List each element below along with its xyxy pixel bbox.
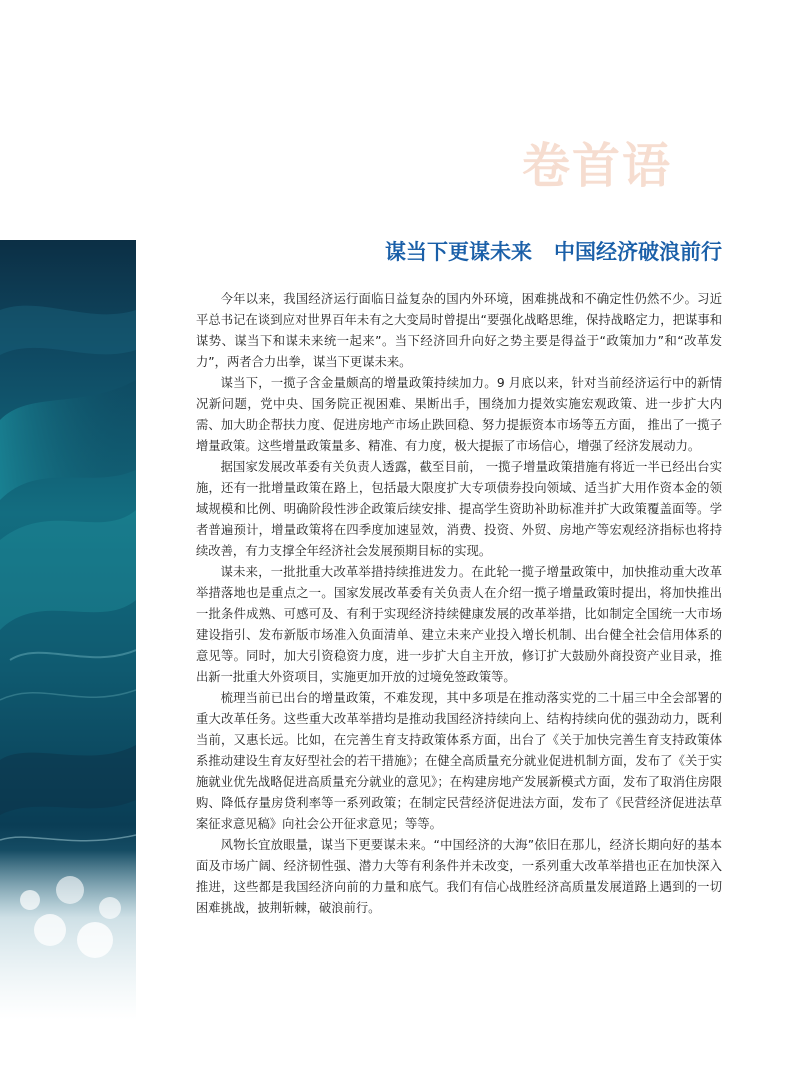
headline-part-1: 谋当下更谋未来 [385,240,532,264]
paragraph: 今年以来，我国经济运行面临日益复杂的国内外环境，困难挑战和不确定性仍然不少。习近平总书记在谈到应对世界百年未有之大变局时曾提出“要强化战略思维，保持战略定力，把谋事和谋势、谋当下和谋未来统一起来”。当下经济回升向好之势主要是得益于“政策加力”和“改革发力”，两者合力出拳，谋当下更谋未来。 [196,292,722,369]
paragraph: 据国家发展改革委有关负责人透露，截至目前， 一揽子增量政策措施有将近一半已经出台实施，还有一批增量政策在路上，包括最大限度扩大专项债券投向领域、适当扩大用作资本金的领域规模和比例、明确阶段性涉企政策后续安排、提高学生资助补助标准并扩大政策覆盖面等。学者普遍预计，增量政策将在四季度加速显效，消费、投资、外贸、房地产等宏观经济指标也将持续改善，有力支撑全年经济社会发展预期目标的实现。 [196,460,722,558]
ocean-wave-photo [0,240,136,1020]
headline [230,236,722,268]
paragraph: 谋未来，一批批重大改革举措持续推进发力。在此轮一揽子增量政策中，加快推动重大改革举措落地也是重点之一。国家发展改革委有关负责人在介绍一揽子增量政策时提出，将加快推出一批条件成熟、可感可及、有利于实现经济持续健康发展的改革举措，比如制定全国统一大市场建设指引、发布新版市场准入负面清单、建立未来产业投入增长机制、出台健全社会信用体系的意见等。同时，加大引资稳资力度，进一步扩大自主开放，修订扩大鼓励外商投资产业目录，推出新一批重大外资项目，实施更加开放的过境免签政策等。 [196,565,722,684]
section-label: 卷首语 [522,138,673,194]
article-body [196,289,722,919]
paragraph: 风物长宜放眼量，谋当下更要谋未来。“中国经济的大海”依旧在那儿，经济长期向好的基本面及市场广阔、经济韧性强、潜力大等有利条件并未改变，一系列重大改革举措也正在加快深入推进，这些都是我国经济向前的力量和底气。我们有信心战胜经济高质量发展道路上遇到的一切困难挑战，披荆斩棘，破浪前行。 [196,838,722,915]
headline-part-2: 中国经济破浪前行 [554,240,722,264]
paragraph: 梳理当前已出台的增量政策，不难发现，其中多项是在推动落实党的二十届三中全会部署的重大改革任务。这些重大改革举措均是推动我国经济持续向上、结构持续向优的强劲动力，既利当前，又惠长远。比如，在完善生育支持政策体系方面，出台了《关于加快完善生育支持政策体系推动建设生育友好型社会的若干措施》；在健全高质量充分就业促进机制方面，发布了《关于实施就业优先战略促进高质量充分就业的意见》；在构建房地产发展新模式方面，发布了取消住房限购、降低存量房贷利率等一系列政策；在制定民营经济促进法方面，发布了《民营经济促进法草案征求意见稿》向社会公开征求意见；等等。 [196,691,722,831]
paragraph: 谋当下，一揽子含金量颇高的增量政策持续加力。9 月底以来，针对当前经济运行中的新情况新问题，党中央、国务院正视困难、果断出手，围绕加力提效实施宏观政策、进一步扩大内需、加大助企帮扶力度、促进房地产市场止跌回稳、努力提振资本市场等五方面， 推出了一揽子增量政策。这些增量政策量多、精准、有力度，极大提振了市场信心，增强了经济发展动力。 [196,376,722,453]
